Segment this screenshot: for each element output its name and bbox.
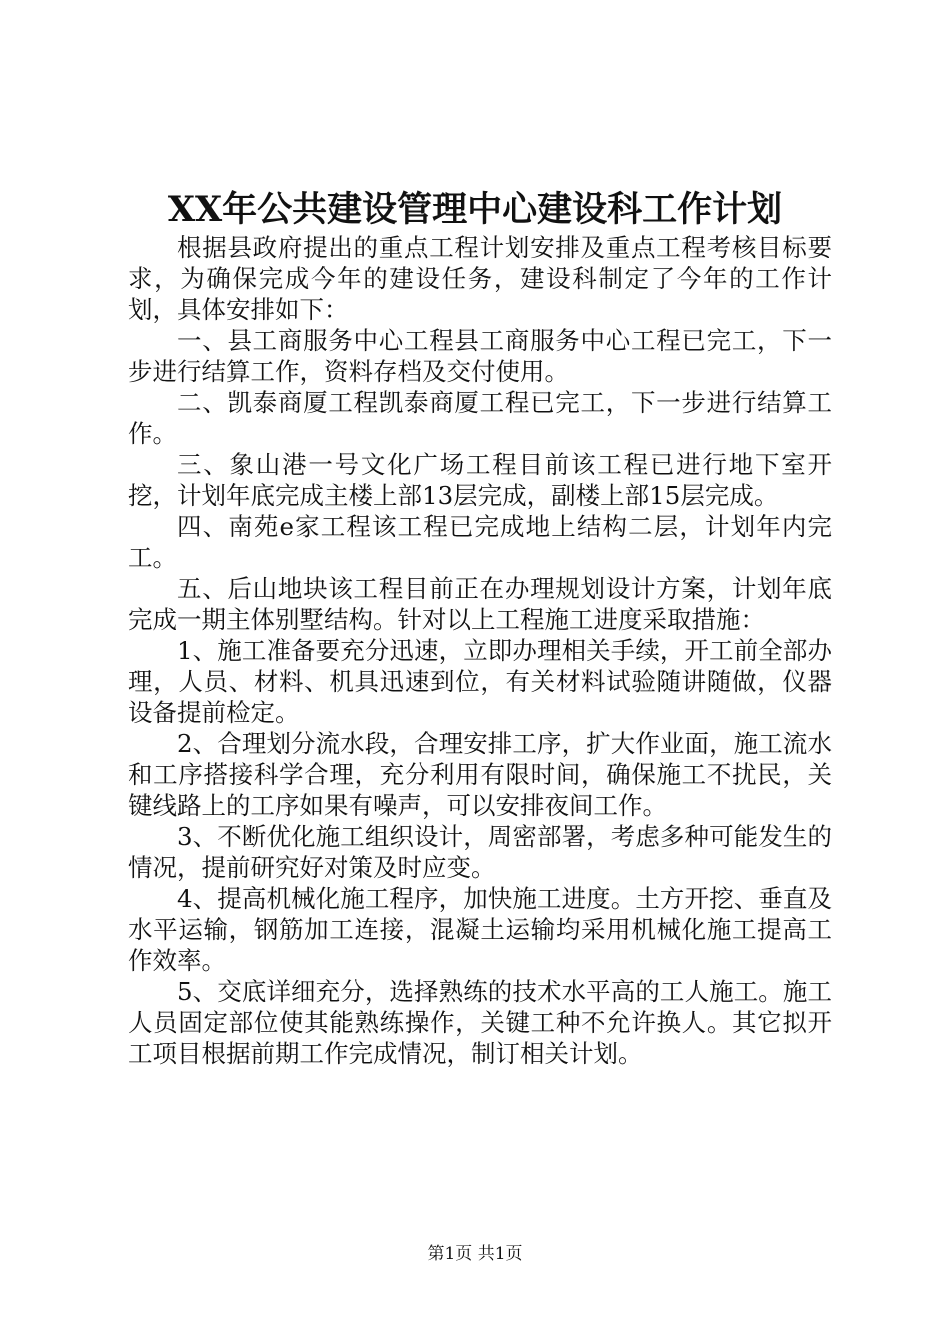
document-body: [128, 232, 832, 1069]
paragraph-item-2: 二、凯泰商厦工程凯泰商厦工程已完工，下一步进行结算工作。: [128, 388, 832, 448]
paragraph-measure-2: 2、合理划分流水段，合理安排工序，扩大作业面，施工流水和工序搭接科学合理，充分利用有限时间，确保施工不扰民，关键线路上的工序如果有噪声，可以安排夜间工作。: [128, 729, 832, 820]
paragraph-item-3: 三、象山港一号文化广场工程目前该工程已进行地下室开挖，计划年底完成主楼上部13层完成，副楼上部15层完成。: [128, 450, 832, 510]
paragraph-intro: 根据县政府提出的重点工程计划安排及重点工程考核目标要求，为确保完成今年的建设任务，建设科制定了今年的工作计划，具体安排如下：: [128, 233, 832, 324]
page-footer: 第1页 共1页: [427, 1244, 523, 1264]
paragraph-item-5: 五、后山地块该工程目前正在办理规划设计方案，计划年底完成一期主体别墅结构。针对以上工程施工进度采取措施：: [128, 574, 832, 634]
paragraph-measure-3: 3、不断优化施工组织设计，周密部署，考虑多种可能发生的情况，提前研究好对策及时应变。: [128, 822, 832, 882]
paragraph-item-4: 四、南苑e家工程该工程已完成地上结构二层，计划年内完工。: [128, 512, 832, 572]
paragraph-measure-1: 1、施工准备要充分迅速，立即办理相关手续，开工前全部办理，人员、材料、机具迅速到位，有关材料试验随讲随做，仪器设备提前检定。: [128, 636, 832, 727]
paragraph-measure-4: 4、提高机械化施工程序，加快施工进度。土方开挖、垂直及水平运输，钢筋加工连接，混凝土运输均采用机械化施工提高工作效率。: [128, 884, 832, 975]
paragraph-item-1: 一、县工商服务中心工程县工商服务中心工程已完工，下一步进行结算工作，资料存档及交付使用。: [128, 326, 832, 386]
document-title: XX年公共建设管理中心建设科工作计划: [167, 189, 783, 230]
paragraph-measure-5: 5、交底详细充分，选择熟练的技术水平高的工人施工。施工人员固定部位使其能熟练操作，关键工种不允许换人。其它拟开工项目根据前期工作完成情况，制订相关计划。: [128, 977, 832, 1068]
